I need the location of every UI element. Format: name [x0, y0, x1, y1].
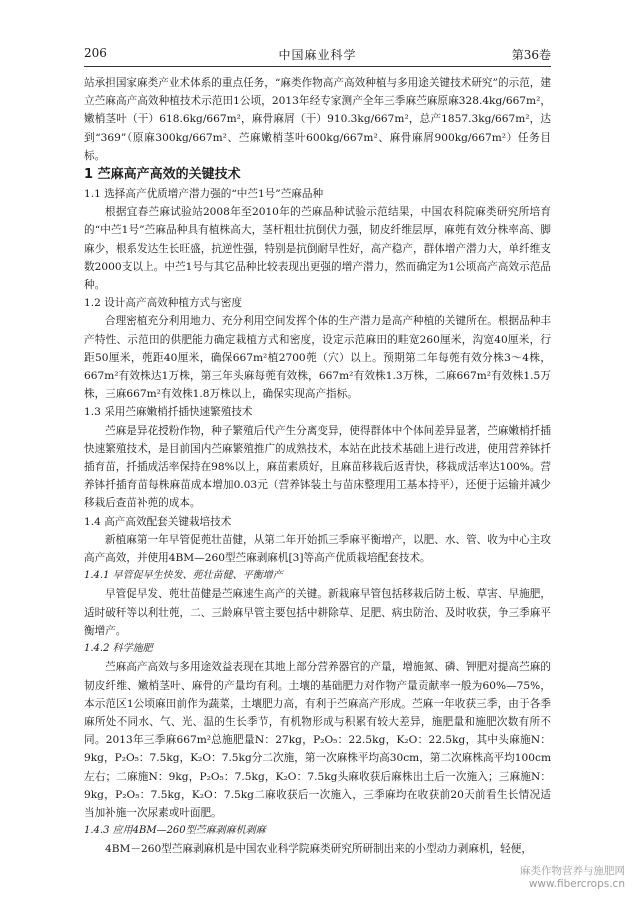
- watermark-site-name: 麻类作物营养与施肥网: [520, 865, 625, 877]
- section-1-4-3-heading: 1.4.3 应用4BM—260型苎麻剥麻机剥麻: [84, 825, 266, 837]
- section-1-1-text: 根据宜春苎麻试验站2008年至2010年的苎麻品种试验示范结果，中国农科院麻类研究所培育的“中苎1号”苎麻品种具有植株高大，茎杆粗壮抗倒伏力强，韧皮纤维层厚，麻蔸有效分株率高、脚麻少，根系发达生长旺盛，抗逆性强，特别是抗倒耐旱性好，高产稳产，群体增产潜力大，单纤维支数2000支以上。中苎1号与其它品种比较表现出更强的增产潜力，然而确定为1公顷高产高效示范品种。: [84, 206, 551, 292]
- section-1-4-2-heading: 1.4.2 科学施肥: [84, 643, 153, 655]
- section-1-3-text: 苎麻是异花授粉作物，种子繁殖后代产生分离变异，使得群体中个体间差异显著，苎麻嫩梢扦插快速繁殖技术，是目前国内苎麻繁殖推广的成熟技术，本站在此技术基础上进行改进，使用营养钵扦插育苗，扦插成活率保持在98%以上，麻苗素质好，且麻苗移栽后返青快，移栽成活率达100%。营养钵扦插育苗每株麻苗成本增加0.03元（营养钵装土与苗床整理用工基本持平），还便于运输并减少移栽后查苗补蔸的成本。: [84, 424, 551, 510]
- section-1-4-text: 新植麻第一年早管促蔸壮苗健，从第二年开始抓三季麻平衡增产，以肥、水、管、收为中心主攻高产高效，并使用4BM—260型苎麻剥麻机[3]等高产优质栽培配套技术。: [84, 533, 551, 565]
- running-header: [84, 44, 551, 64]
- section-1-3-heading: 1.3 采用苎麻嫩梢扦插快速繁殖技术: [84, 406, 253, 419]
- watermark-url: www.fibercrops.cn: [528, 878, 625, 890]
- section-1-1-heading: 1.1 选择高产优质增产潜力强的“中苎1号”苎麻品种: [84, 188, 324, 201]
- section-1-4-heading: 1.4 高产高效配套关键栽培技术: [84, 515, 232, 528]
- article-body: [84, 74, 551, 859]
- section-1-4-1-heading: 1.4.1 早管促早生快发、蔸壮苗健、平衡增产: [84, 570, 283, 582]
- section-1-heading: 1 苎麻高产高效的关键技术: [84, 167, 241, 183]
- section-1-2-text: 合理密植充分利用地力、充分利用空间发挥个体的生产潜力是高产种植的关键所在。根据品种丰产特性、示范田的供肥能力确定栽植方式和密度，设定示范麻田的畦宽260厘米，沟宽40厘米，行距50厘米，蔸距40厘米，确保667m²植2700蔸（穴）以上。预期第二年每蔸有效分株3～4株，667m²有效株达1万株，第三年头麻每蔸有效株，667m²有效株1.3万株，二麻667m²有效株1.5万株，三麻667m²有效株1.8万株以上，确保实现高产指标。: [84, 315, 551, 401]
- section-1-2-heading: 1.2 设计高产高效种植方式与密度: [84, 297, 242, 310]
- journal-title: 中国麻业科学: [278, 48, 357, 62]
- site-watermark: [520, 865, 625, 891]
- section-1-4-1-text: 早管促早发、蔸壮苗健是苎麻速生高产的关键。新栽麻早管包括移栽后防土板、草害、早施肥，适时破秆等以利壮蔸，二、三龄麻早管主要包括中耕除草、足肥、病虫防治、及时收获，争三季麻平衡增产。: [84, 588, 551, 637]
- page-number: 206: [84, 46, 107, 60]
- intro-paragraph: 站承担国家麻类产业术体系的重点任务，“麻类作物高产高效种植与多用途关键技术研究”的示范，建立苎麻高产高效种植技术示范田1公顷，2013年经专家测产全年三季麻苎麻原麻328.4kg/667m²，嫩梢茎叶（干）618.6kg/667m²，麻骨麻屑（干）910.3kg/667m²，总产1857.3kg/667m²，达到“369”（原麻300kg/667m²、苎麻嫩梢茎叶600kg/667m²、麻骨麻屑900kg/667m²）任务目标。: [84, 77, 551, 162]
- section-1-4-3-text: 4BM－260型苎麻剥麻机是中国农业科学院麻类研究所研制出来的小型动力剥麻机，轻便，: [105, 843, 532, 856]
- section-1-4-2-text: 苎麻高产高效与多用途效益表现在其地上部分营养器官的产量，增施氮、磷、钾肥对提高苎麻的韧皮纤维、嫩梢茎叶、麻骨的产量均有利。土壤的基础肥力对作物产量贡献率一般为60%—75%，本示范区1公顷麻田前作为蔬菜，土壤肥力高，有利于苎麻高产形成。苎麻一年收获三季，由于各季麻所处不同水、气、光、温的生长季节，有机物形成与积累有较大差异，施肥量和施肥次数有所不同。2013年三季麻667m²总施肥量N：27kg，P₂O₅：22.5kg，K₂O：22.5kg，其中头麻施N：9kg，P₂O₅：7.5kg，K₂O：7.5kg分二次施，第一次麻株平均高30cm，第二次麻株高平均100cm左右；二麻施N：9kg，P₂O₅：7.5kg，K₂O：7.5kg头麻收获后麻株出土后一次施入；三麻施N：9kg，P₂O₅：7.5kg，K₂O：7.5kg二麻收获后一次施入，三季麻均在收获前20天前看生长情况适当加补施一次尿素或叶面肥。: [84, 661, 551, 819]
- header-rule: [84, 66, 551, 67]
- volume-label: 第36卷: [511, 48, 551, 62]
